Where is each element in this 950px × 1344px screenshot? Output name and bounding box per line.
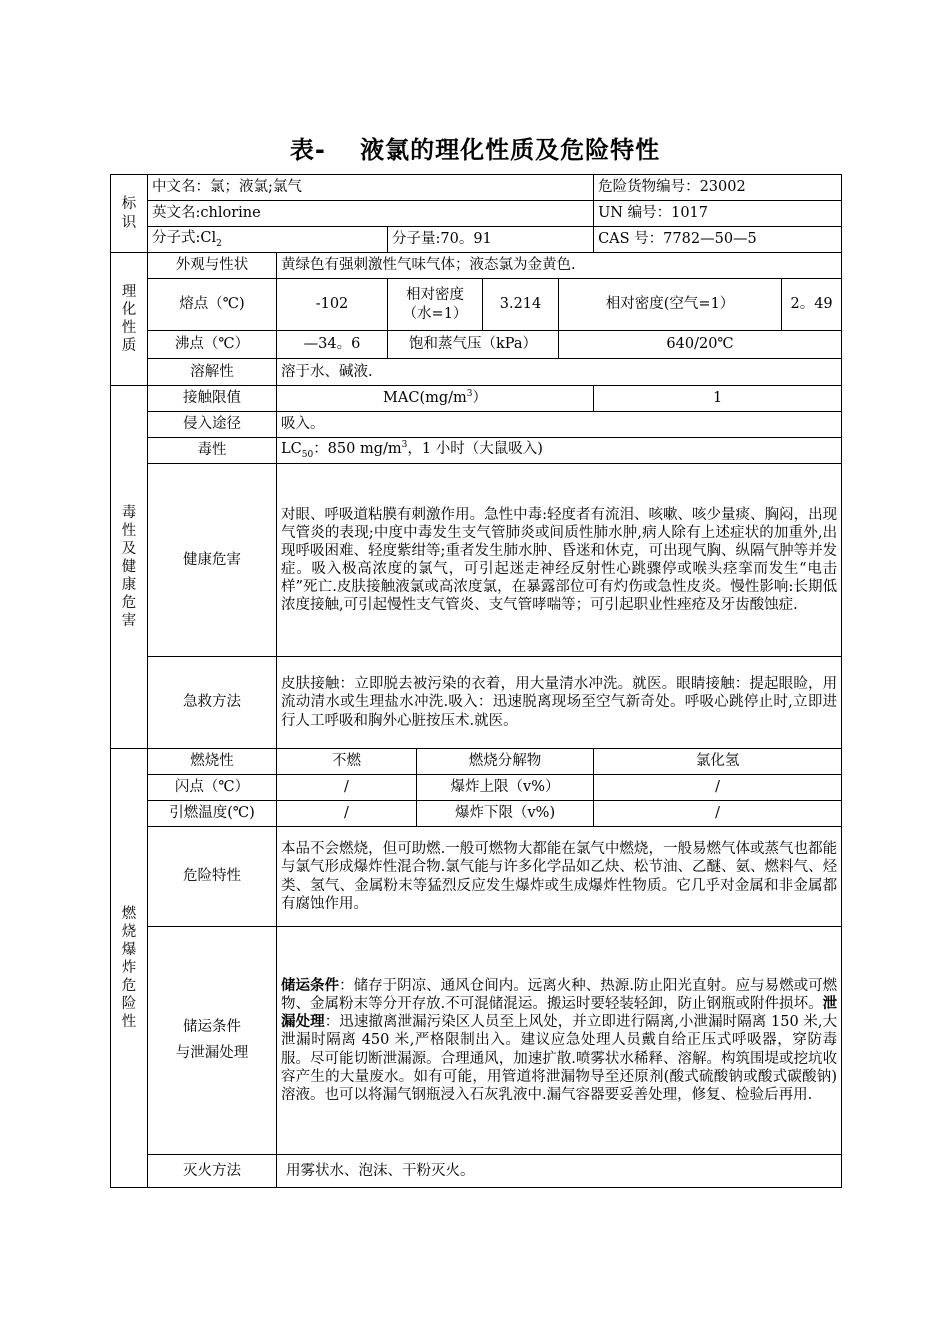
rel-density-water-label: 相对密度（水=1） [388,279,483,331]
table-row [111,438,842,464]
table-row [111,175,842,201]
boiling-point-value: —34。6 [277,331,388,359]
melting-point-label: 熔点（℃) [148,279,277,331]
first-aid-label: 急救方法 [148,657,277,749]
table-row [111,775,842,801]
flash-point-value: / [277,775,417,801]
section-fire: 燃 烧 爆 炸 危 险 性 [111,749,148,1188]
route-label: 侵入途径 [148,412,277,438]
page-title: 表- 液氯的理化性质及危险特性 [289,136,661,164]
table-row [111,464,842,657]
table-row [111,801,842,827]
first-aid-text: 皮肤接触：立即脱去被污染的衣着，用大量清水冲洗。就医。眼睛接触：提起眼睑，用流动清水或生理盐水冲洗.吸入：迅速脱离现场至空气新奇处。呼吸心跳停止时,立即进行人工呼吸和胸外心脏按压术.就医。 [277,657,842,749]
ignition-temp-value: / [277,801,417,827]
chinese-name: 中文名：氯；液氯;氯气 [148,175,594,201]
molecular-formula: 分子式$:Cl_2$ [148,227,388,253]
solubility-value: 溶于水、碱液. [277,359,842,386]
upper-limit-value: / [594,775,842,801]
decomposition-value: 氯化氢 [594,749,842,775]
section-physchem: 理 化 性 质 [111,253,148,386]
vapor-pressure-label: 饱和蒸气压（kPa） [388,331,559,359]
table-row [111,359,842,386]
table-row [111,331,842,359]
solubility-label: 溶解性 [148,359,277,386]
chlorine-properties-table [110,174,842,1188]
health-hazard-label: 健康危害 [148,464,277,657]
appearance-label: 外观与性状 [148,253,277,279]
rel-density-air-label: 相对密度(空气=1） [559,279,782,331]
exposure-limit-label: 接触限值 [148,386,277,412]
table-row [111,227,842,253]
table-row [111,279,842,331]
rel-density-air-value: 2。49 [782,279,842,331]
section-toxicity: 毒 性 及 健 康 危 害 [111,386,148,749]
table-row [111,253,842,279]
table-row [111,749,842,775]
upper-limit-label: 爆炸上限（v%） [417,775,594,801]
hazard-text: 本品不会燃烧，但可助燃.一般可燃物大都能在氯气中燃烧，一般易燃气体或蒸气也都能与氯气形成爆炸性混合物.氯气能与许多化学品如乙炔、松节油、乙醚、氨、燃料气、烃类、氢气、金属粉末等猛烈反应发生爆炸或生成爆炸性物质。它几乎对金属和非金属都有腐蚀作用。 [277,827,842,927]
hazard-label: 危险特性 [148,827,277,927]
mac-label: $MAC(mg/m^3)$ [277,386,594,412]
table-row [111,827,842,927]
table-row [111,657,842,749]
table-row [111,927,842,1155]
decomposition-label: 燃烧分解物 [417,749,594,775]
table-row [111,201,842,227]
flammability-value: 不燃 [277,749,417,775]
dangerous-goods-number: 危险货物编号：23002 [594,175,842,201]
mac-value: 1 [594,386,842,412]
storage-leak-text: 储运条件：储存于阴凉、通风仓间内。远离火种、热源.防止阳光直射。应与易燃或可燃物、金属粉末等分开存放.不可混储混运。搬运时要轻装轻卸，防止钢瓶或附件损坏。泄漏处理：迅速撤离泄漏污染区人员至上风处，并立即进行隔离,小泄漏时隔离 150 米,大泄漏时隔离 450 米,严格限制出入。建议应急处理人员戴自给正压式呼吸器，穿防毒服。尽可能切断泄漏源。合理通风，加速扩散.喷雾状水稀释、溶解。构筑围堤或挖坑收容产生的大量废水。如有可能，用管道将泄漏物导至还原剂(酸式硫酸钠或酸式碳酸钠)溶液。也可以将漏气钢瓶浸入石灰乳液中.漏气容器要妥善处理，修复、检验后再用. [277,927,842,1155]
rel-density-water-value: 3.214 [483,279,559,331]
table-row [111,412,842,438]
cas-number: CAS 号：7782—50—5 [594,227,842,253]
toxicity-label: 毒性 [148,438,277,464]
lower-limit-label: 爆炸下限（v%) [417,801,594,827]
toxicity-value: $LC_{50}$：850 $mg/m^3$，1 小时（大鼠吸入) [277,438,842,464]
melting-point-value: -102 [277,279,388,331]
vapor-pressure-value: 640/20℃ [559,331,842,359]
molecular-weight: 分子量:70。91 [388,227,594,253]
table-row [111,1155,842,1188]
un-number: UN 编号：1017 [594,201,842,227]
table-row [111,386,842,412]
storage-leak-label: 储运条件 与泄漏处理 [148,927,277,1155]
english-name: 英文名:chlorine [148,201,594,227]
flash-point-label: 闪点（℃） [148,775,277,801]
route-value: 吸入。 [277,412,842,438]
section-identification: 标 识 [111,175,148,253]
extinguish-value: 用雾状水、泡沫、干粉灭火。 [277,1155,842,1188]
flammability-label: 燃烧性 [148,749,277,775]
lower-limit-value: / [594,801,842,827]
boiling-point-label: 沸点（℃） [148,331,277,359]
ignition-temp-label: 引燃温度(℃) [148,801,277,827]
health-hazard-text: 对眼、呼吸道粘膜有刺激作用。急性中毒:轻度者有流泪、咳嗽、咳少量痰、胸闷，出现气管炎的表现;中度中毒发生支气管肺炎或间质性肺水肿,病人除有上述症状的加重外,出现呼吸困难、轻度紫绀等;重者发生肺水肿、昏迷和休克，可出现气胸、纵隔气肿等并发症。吸入极高浓度的氯气，可引起迷走神经反射性心跳骤停或喉头痉挛而发生“电击样”死亡.皮肤接触液氯或高浓度氯，在暴露部位可有灼伤或急性皮炎。慢性影响:长期低浓度接触,可引起慢性支气管炎、支气管哮喘等；可引起职业性痤疮及牙齿酸蚀症. [277,464,842,657]
appearance-value: 黄绿色有强刺激性气味气体；液态氯为金黄色. [277,253,842,279]
extinguish-label: 灭火方法 [148,1155,277,1188]
